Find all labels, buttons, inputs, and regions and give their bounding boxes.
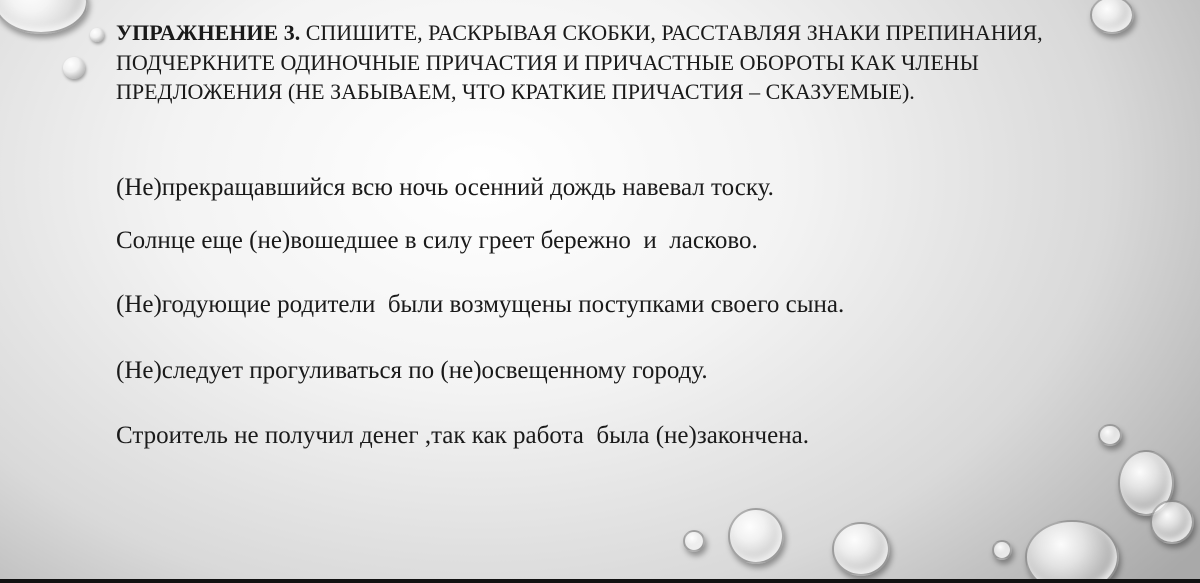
water-drop-decoration — [832, 522, 890, 576]
exercise-sentence-1: (Не)прекращавшийся всю ночь осенний дождь навевал тоску. — [116, 174, 774, 201]
exercise-sentence-2: Солнце еще (не)вошедшее в силу греет бережно и ласково. — [116, 227, 758, 254]
exercise-title: УПРАЖНЕНИЕ 3. — [116, 20, 301, 45]
bottom-edge-bar — [0, 579, 1200, 583]
exercise-sentence-4: (Не)следует прогуливаться по (не)освещенному городу. — [116, 357, 708, 384]
water-drop-decoration — [1150, 500, 1194, 544]
exercise-instruction — [116, 18, 1116, 107]
water-drop-decoration — [728, 508, 784, 564]
water-drop-decoration — [1025, 520, 1119, 583]
exercise-sentence-3: (Не)годующие родители были возмущены поступками своего сына. — [116, 291, 845, 318]
water-drop-decoration — [0, 0, 88, 34]
bullet-drop-icon — [90, 28, 104, 42]
exercise-task-text: СПИШИТЕ, РАСКРЫВАЯ СКОБКИ, РАССТАВЛЯЯ ЗНАКИ ПРЕПИНАНИЯ, ПОДЧЕРКНИТЕ ОДИНОЧНЫЕ ПРИЧАСТИЯ И ПРИЧАСТНЫЕ ОБОРОТЫ КАК ЧЛЕНЫ ПРЕДЛОЖЕНИЯ (НЕ ЗАБЫВАЕМ, ЧТО КРАТКИЕ ПРИЧАСТИЯ – СКАЗУЕМЫЕ). — [116, 20, 1043, 104]
water-drop-decoration — [1098, 424, 1122, 446]
water-drop-decoration — [992, 540, 1012, 560]
bullet-drop-icon — [63, 57, 85, 79]
exercise-sentence-5: Строитель не получил денег ,так как работа была (не)закончена. — [116, 422, 809, 449]
water-drop-decoration — [683, 530, 705, 552]
